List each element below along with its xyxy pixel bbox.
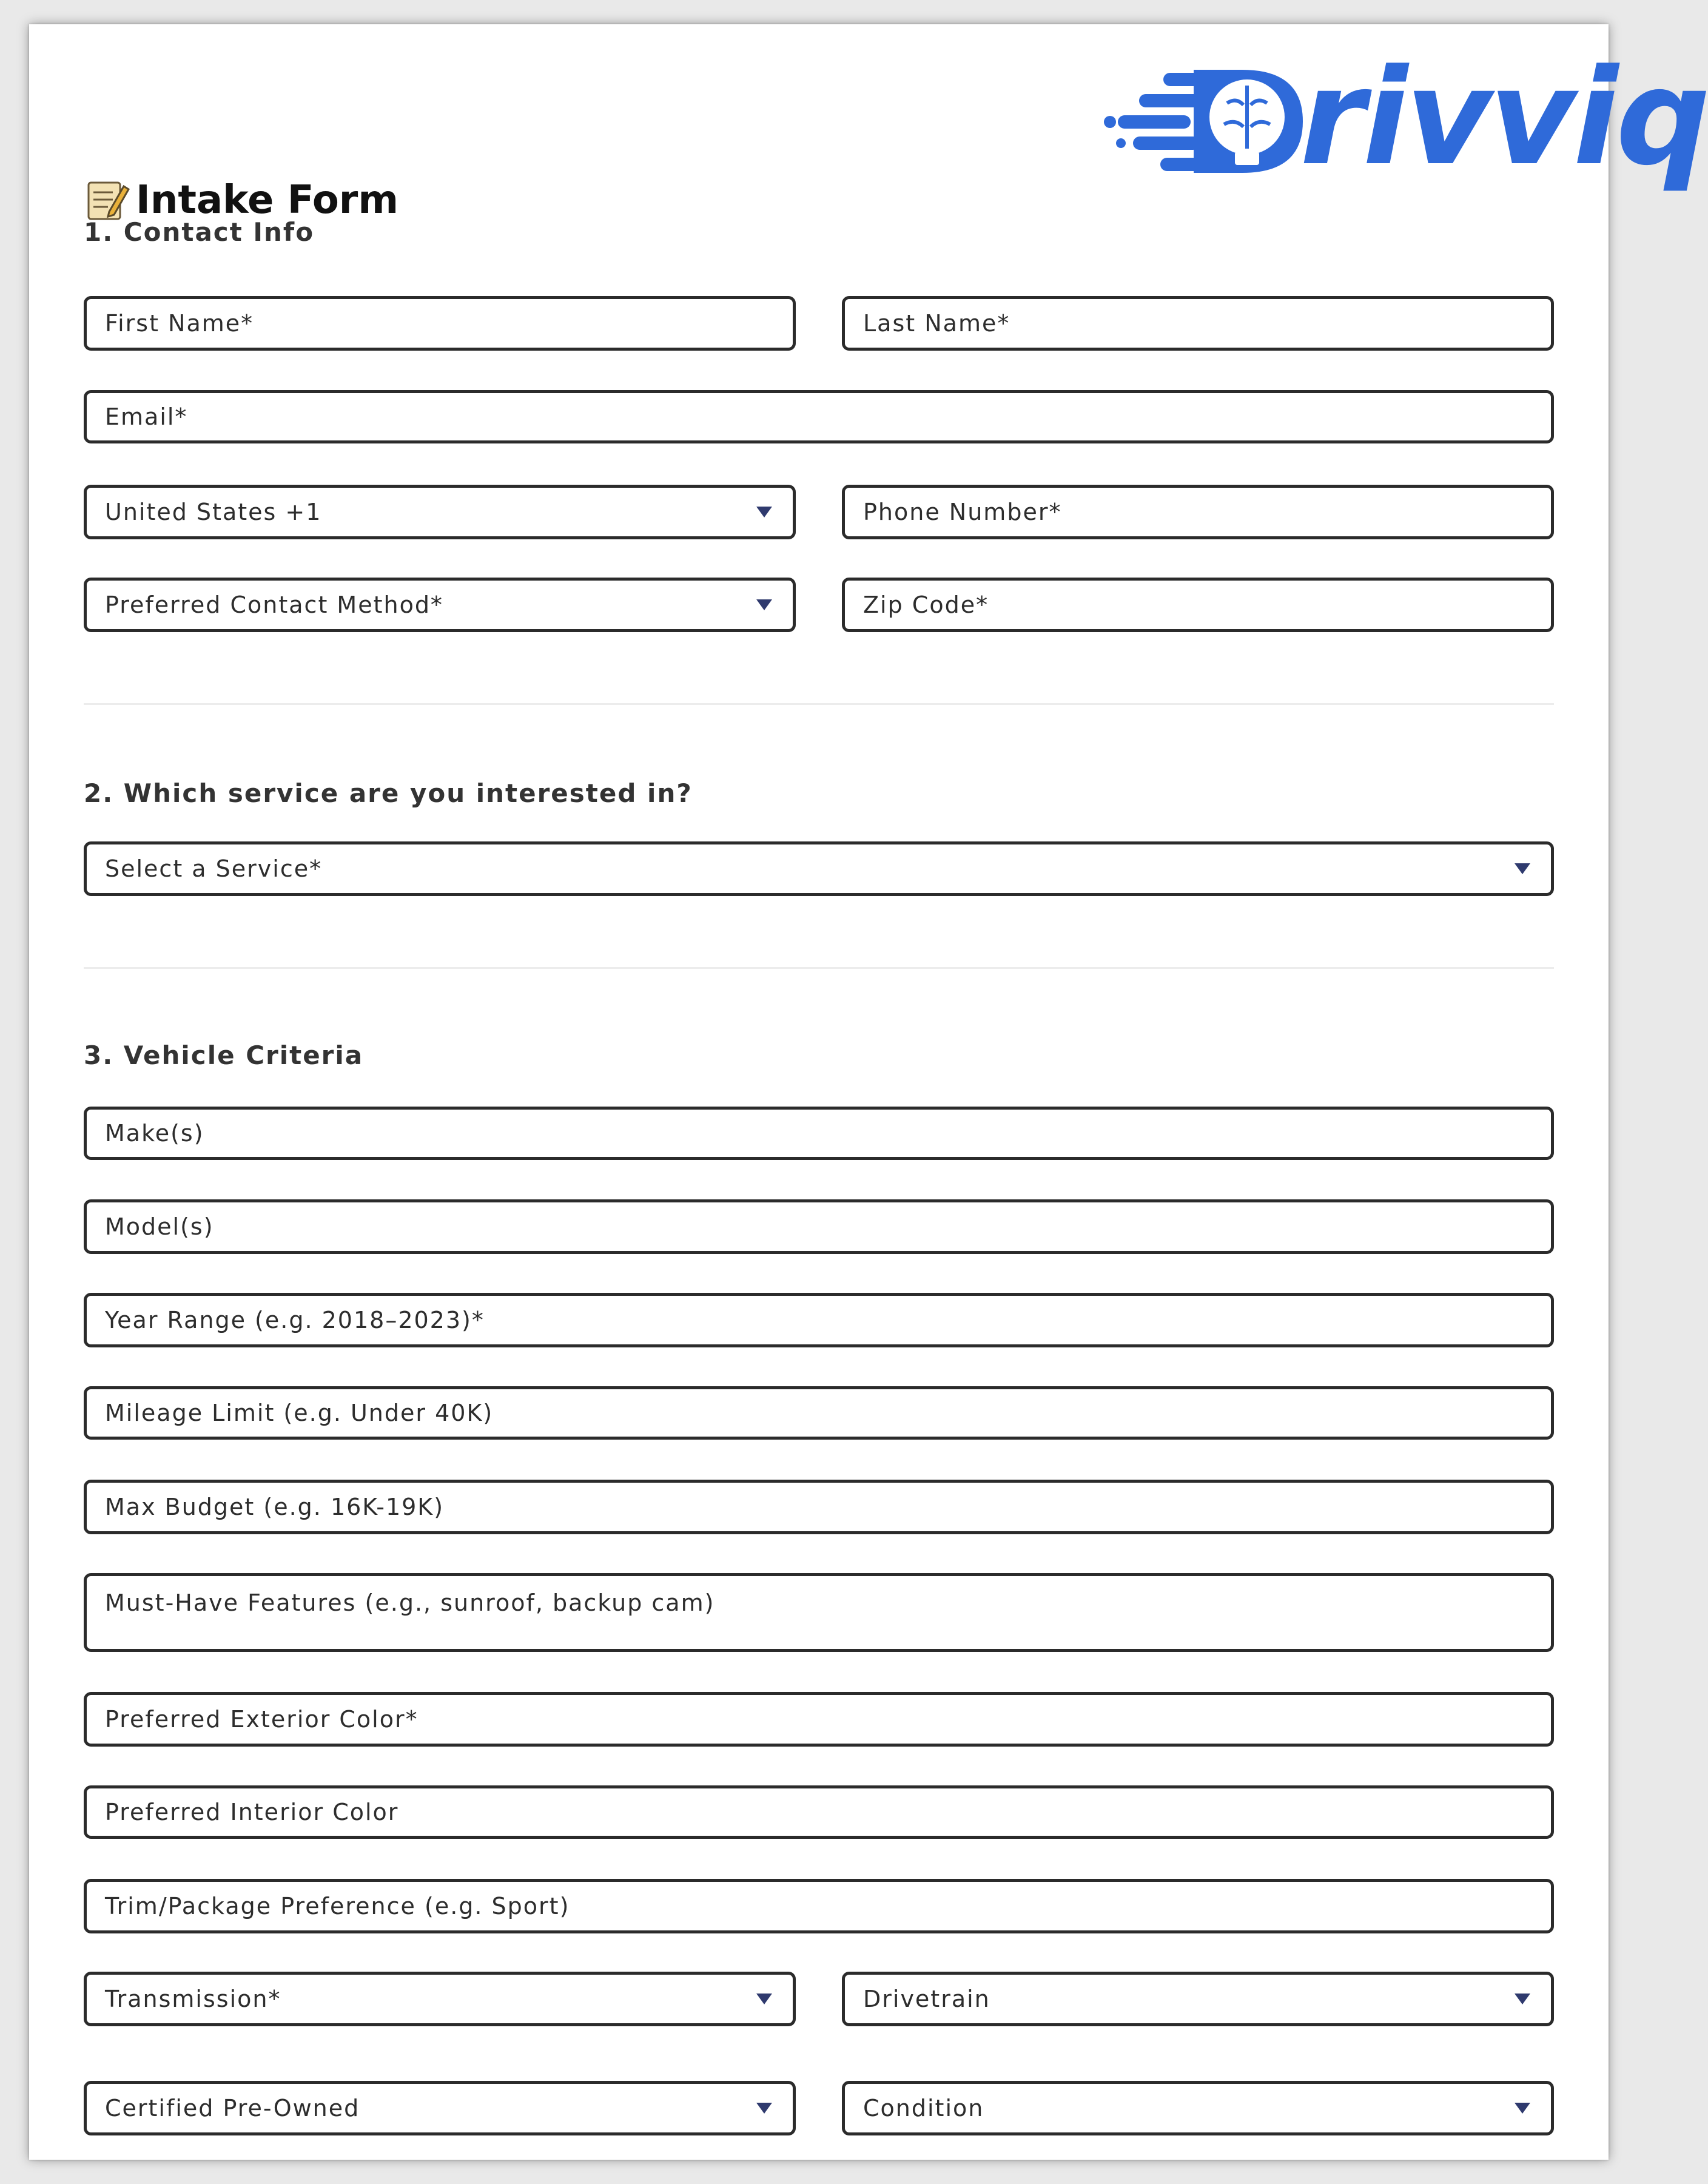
memo-icon — [85, 178, 130, 223]
service-select[interactable] — [84, 841, 1554, 896]
first-name-field[interactable]: First Name* — [84, 296, 796, 351]
transmission-value: Transmission* — [105, 1986, 281, 2012]
section-divider — [84, 967, 1554, 969]
transmission-select[interactable] — [84, 1972, 796, 2026]
chevron-down-icon — [756, 599, 772, 610]
chevron-down-icon — [1515, 863, 1530, 874]
intake-form-page — [29, 24, 1708, 2160]
chevron-down-icon — [756, 2103, 772, 2114]
section-service: 2. Which service are you interested in? — [84, 778, 693, 808]
zip-code-field[interactable]: Zip Code* — [842, 578, 1554, 632]
phone-number-field[interactable]: Phone Number* — [842, 485, 1554, 539]
exterior-color-field[interactable]: Preferred Exterior Color* — [84, 1692, 1554, 1747]
trim-preference-field[interactable]: Trim/Package Preference (e.g. Sport) — [84, 1879, 1554, 1933]
email-field[interactable]: Email* — [84, 390, 1554, 443]
section-divider — [84, 703, 1554, 705]
drivetrain-value: Drivetrain — [863, 1986, 990, 2012]
page-title-text: Intake Form — [136, 178, 399, 223]
chevron-down-icon — [756, 1994, 772, 2004]
contact-method-select[interactable] — [84, 578, 796, 632]
drivetrain-select[interactable] — [842, 1972, 1554, 2026]
chevron-down-icon — [756, 507, 772, 517]
makes-field[interactable]: Make(s) — [84, 1107, 1554, 1160]
interior-color-field[interactable]: Preferred Interior Color — [84, 1785, 1554, 1839]
chevron-down-icon — [1515, 1994, 1530, 2004]
chevron-down-icon — [1515, 2103, 1530, 2114]
section-contact-info: 1. Contact Info — [84, 217, 315, 247]
country-code-value: United States +1 — [105, 499, 322, 525]
brain-bulb-icon — [1103, 46, 1309, 191]
year-range-field[interactable]: Year Range (e.g. 2018–2023)* — [84, 1293, 1554, 1347]
must-have-features-textarea[interactable]: Must-Have Features (e.g., sunroof, backup cam) — [84, 1573, 1554, 1652]
condition-value: Condition — [863, 2095, 984, 2122]
contact-method-value: Preferred Contact Method* — [105, 592, 443, 618]
last-name-field[interactable]: Last Name* — [842, 296, 1554, 351]
mileage-limit-field[interactable]: Mileage Limit (e.g. Under 40K) — [84, 1386, 1554, 1440]
models-field[interactable]: Model(s) — [84, 1199, 1554, 1254]
certified-pre-owned-select[interactable] — [84, 2081, 796, 2135]
brand-logo — [1103, 41, 1708, 195]
country-code-select[interactable] — [84, 485, 796, 539]
cpo-value: Certified Pre-Owned — [105, 2095, 360, 2122]
section-vehicle-criteria: 3. Vehicle Criteria — [84, 1040, 364, 1070]
service-value: Select a Service* — [105, 855, 323, 882]
condition-select[interactable] — [842, 2081, 1554, 2135]
brand-wordmark: rivviq — [1300, 41, 1708, 195]
max-budget-field[interactable]: Max Budget (e.g. 16K-19K) — [84, 1480, 1554, 1534]
